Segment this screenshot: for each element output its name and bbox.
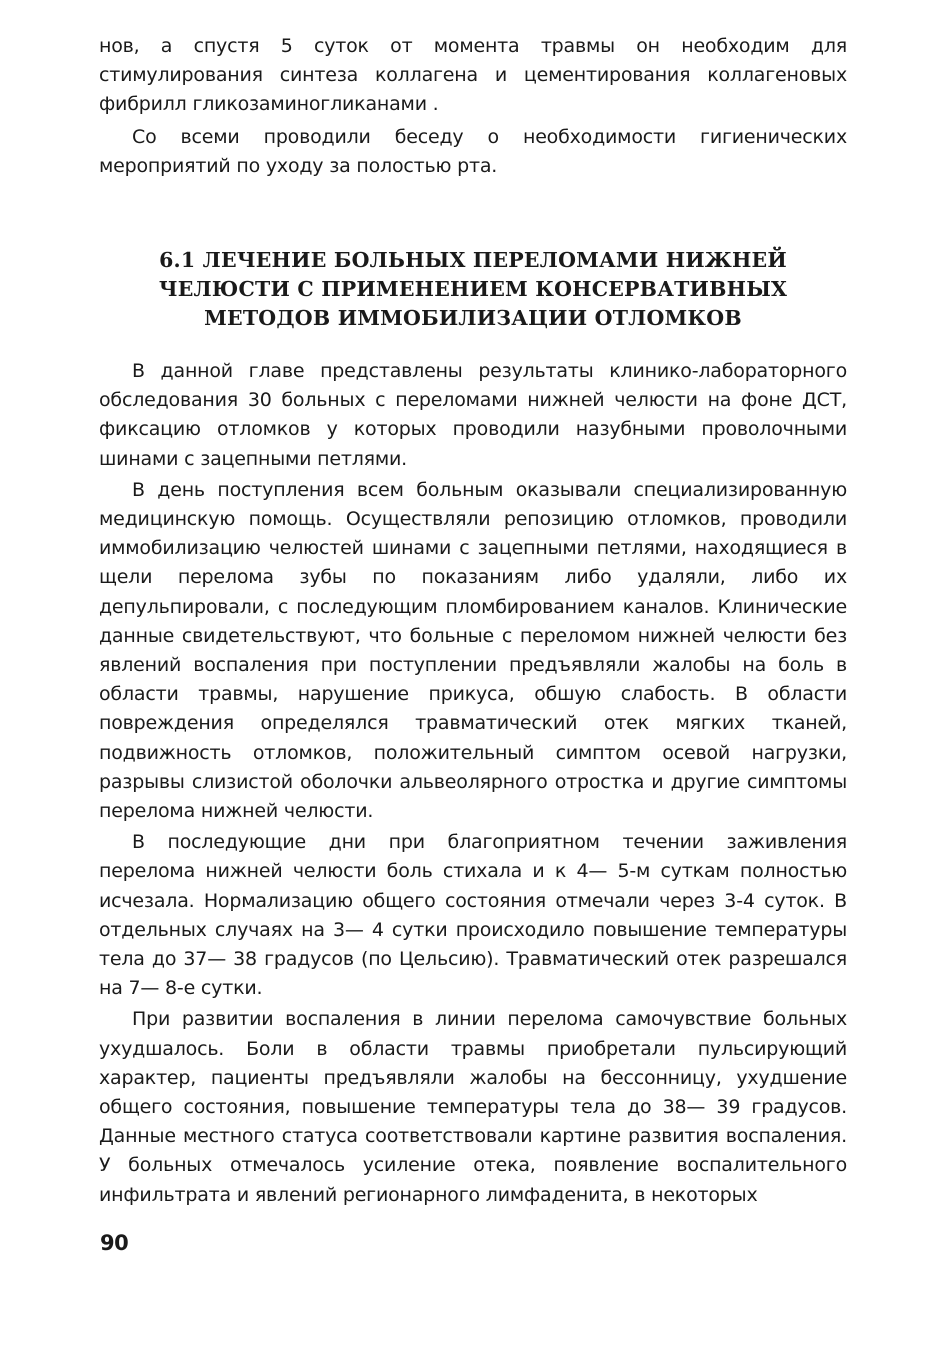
- section-heading: [99, 246, 847, 333]
- section-heading-line: ЧЕЛЮСТИ С ПРИМЕНЕНИЕМ КОНСЕРВАТИВНЫХ: [158, 277, 788, 301]
- body-paragraph: При развитии воспаления в линии перелома самочувствие больных ухудшалось. Боли в области травмы приобретали пульсирующий характер, пациенты предъявляли жалобы на бессонницу, ухудшение общего состояния, повышение температуры тела до 38— 39 градусов. Данные местного статуса соответствовали картине развития воспаления. У больных отмечалось усиление отека, появление воспалительного инфильтрата и явлений регионарного лимфаденита, в некоторых: [99, 1008, 847, 1206]
- intro-paragraph: Со всеми проводили беседу о необходимости гигиенических мероприятий по уходу за полостью рта.: [99, 125, 847, 177]
- section-heading-line: 6.1 ЛЕЧЕНИЕ БОЛЬНЫХ ПЕРЕЛОМАМИ НИЖНЕЙ: [159, 248, 787, 272]
- intro-paragraph-continued: нов, а спустя 5 суток от момента травмы он необходим для стимулирования синтеза коллагена и цементирования коллагеновых фибрилл гликозаминогликанами .: [99, 35, 847, 116]
- page-number: 90: [100, 1231, 129, 1255]
- body-paragraph: В день поступления всем больным оказывали специализированную медицинскую помощь. Осуществляли репозицию отломков, проводили иммобилизацию челюстей шинами с зацепными петлями, находящиеся в щели перелома зубы по показаниям либо удаляли, либо их депульпировали, с последующим пломбированием каналов. Клинические данные свидетельствуют, что больные с переломом нижней челюсти без явлений воспаления при поступлении предъявляли жалобы на боль в области травмы, нарушение прикуса, обшую слабость. В области повреждения определялся травматический отек мягких тканей, подвижность отломков, положительный симптом осевой нагрузки, разрывы слизистой оболочки альвеолярного отростка и другие симптомы перелома нижней челюсти.: [99, 478, 847, 823]
- body-paragraph: В последующие дни при благоприятном течении заживления перелома нижней челюсти боль стихала и к 4— 5-м суткам полностью исчезала. Нормализацию общего состояния отмечали через 3-4 суток. В отдельных случаях на 3— 4 сутки происходило повышение температуры тела до 37— 38 градусов (по Цельсию). Травматический отек разрешался на 7— 8-е сутки.: [99, 831, 847, 1000]
- intro-text: [99, 32, 847, 181]
- section-heading-line: МЕТОДОВ ИММОБИЛИЗАЦИИ ОТЛОМКОВ: [204, 306, 742, 330]
- body-paragraph: В данной главе представлены результаты клинико-лабораторного обследования 30 больных с переломами нижней челюсти на фоне ДСТ, фиксацию отломков у которых проводили назубными проволочными шинами с зацепными петлями.: [99, 360, 847, 470]
- section-body: [99, 357, 847, 1210]
